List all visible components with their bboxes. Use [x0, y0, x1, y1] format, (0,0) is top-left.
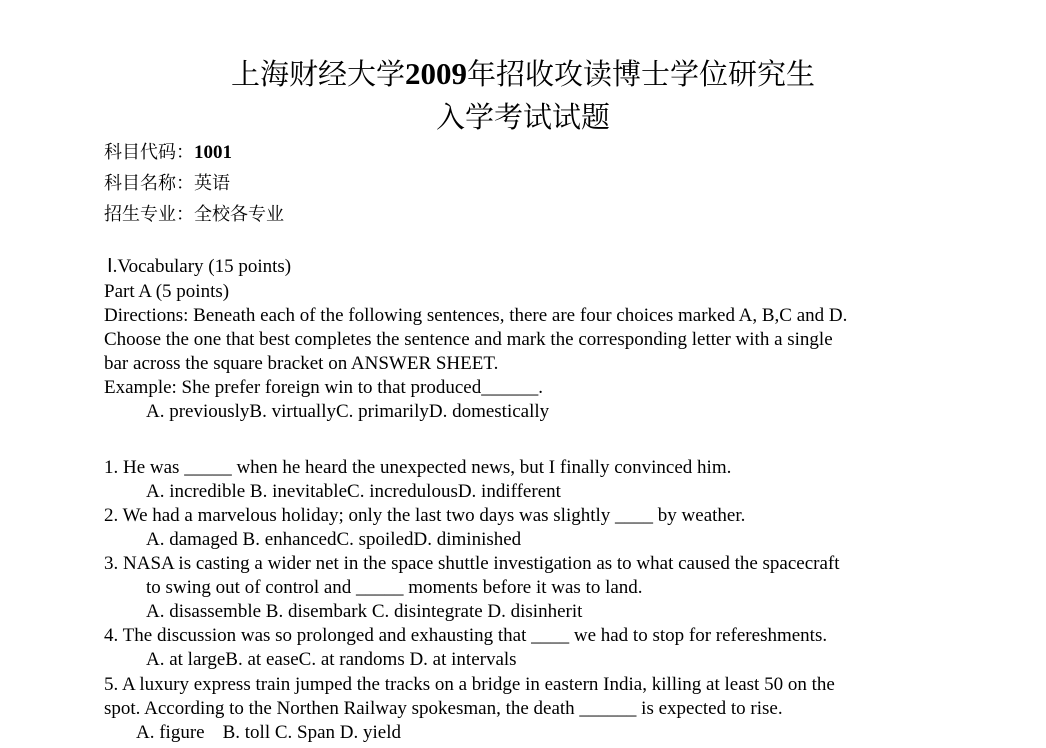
directions-line-3: bar across the square bracket on ANSWER SHEET.	[104, 353, 499, 374]
exam-title-line-2: 入学考试试题	[435, 100, 610, 134]
enrollment-major-value: 全校各专业	[194, 204, 284, 225]
subject-code	[104, 141, 232, 165]
directions-line-1: Directions: Beneath each of the following sentences, there are four choices marked A, B,C and D.	[104, 305, 848, 326]
subject-code-label: 科目代码：	[104, 142, 194, 163]
question-5-stem: 5. A luxury express train jumped the tracks on a bridge in eastern India, killing at least 50 on the	[104, 674, 835, 695]
example-choices: A. previouslyB. virtuallyC. primarilyD. domestically	[146, 401, 550, 422]
question-5-choices	[136, 721, 401, 745]
subject-name-value: 英语	[194, 173, 230, 194]
question-2-choices: A. damaged B. enhancedC. spoiledD. diminished	[146, 529, 522, 550]
question-4-choices: A. at largeB. at easeC. at randoms D. at intervals	[146, 649, 517, 670]
part-heading: Part A (5 points)	[104, 281, 230, 302]
question-5-stem-continued: spot. According to the Northen Railway spokesman, the death ______ is expected to rise.	[104, 698, 783, 719]
question-1-choices: A. incredible B. inevitableC. incredulousD. indifferent	[146, 481, 561, 502]
example-stem: Example: She prefer foreign win to that produced______.	[104, 377, 543, 398]
question-3-choices: A. disassemble B. disembark C. disintegrate D. disinherit	[146, 601, 583, 622]
enrollment-major	[104, 203, 284, 227]
question-5-choice-a: A. figure	[136, 722, 205, 743]
exam-title-line-1	[0, 56, 1046, 92]
question-5-choices-rest: B. toll C. Span D. yield	[222, 722, 401, 743]
subject-name	[104, 172, 230, 196]
directions-line-2: Choose the one that best completes the sentence and mark the corresponding letter with a single	[104, 329, 833, 350]
title-year: 2009	[405, 56, 467, 91]
enrollment-major-label: 招生专业：	[104, 204, 194, 225]
question-3-stem: 3. NASA is casting a wider net in the space shuttle investigation as to what caused the spacecraft	[104, 553, 840, 574]
title-school: 上海财经大学	[230, 57, 405, 91]
question-4-stem: 4. The discussion was so prolonged and exhausting that ____ we had to stop for refereshments.	[104, 625, 828, 646]
question-3-stem-continued: to swing out of control and _____ moments before it was to land.	[146, 577, 643, 598]
section-heading: Ⅰ.Vocabulary (15 points)	[107, 256, 292, 277]
question-1-stem: 1. He was _____ when he heard the unexpected news, but I finally convinced him.	[104, 457, 732, 478]
title-program: 年招收攻读博士学位研究生	[467, 57, 816, 91]
subject-name-label: 科目名称：	[104, 173, 194, 194]
subject-code-value: 1001	[194, 142, 232, 163]
question-2-stem: 2. We had a marvelous holiday; only the last two days was slightly ____ by weather.	[104, 505, 746, 526]
